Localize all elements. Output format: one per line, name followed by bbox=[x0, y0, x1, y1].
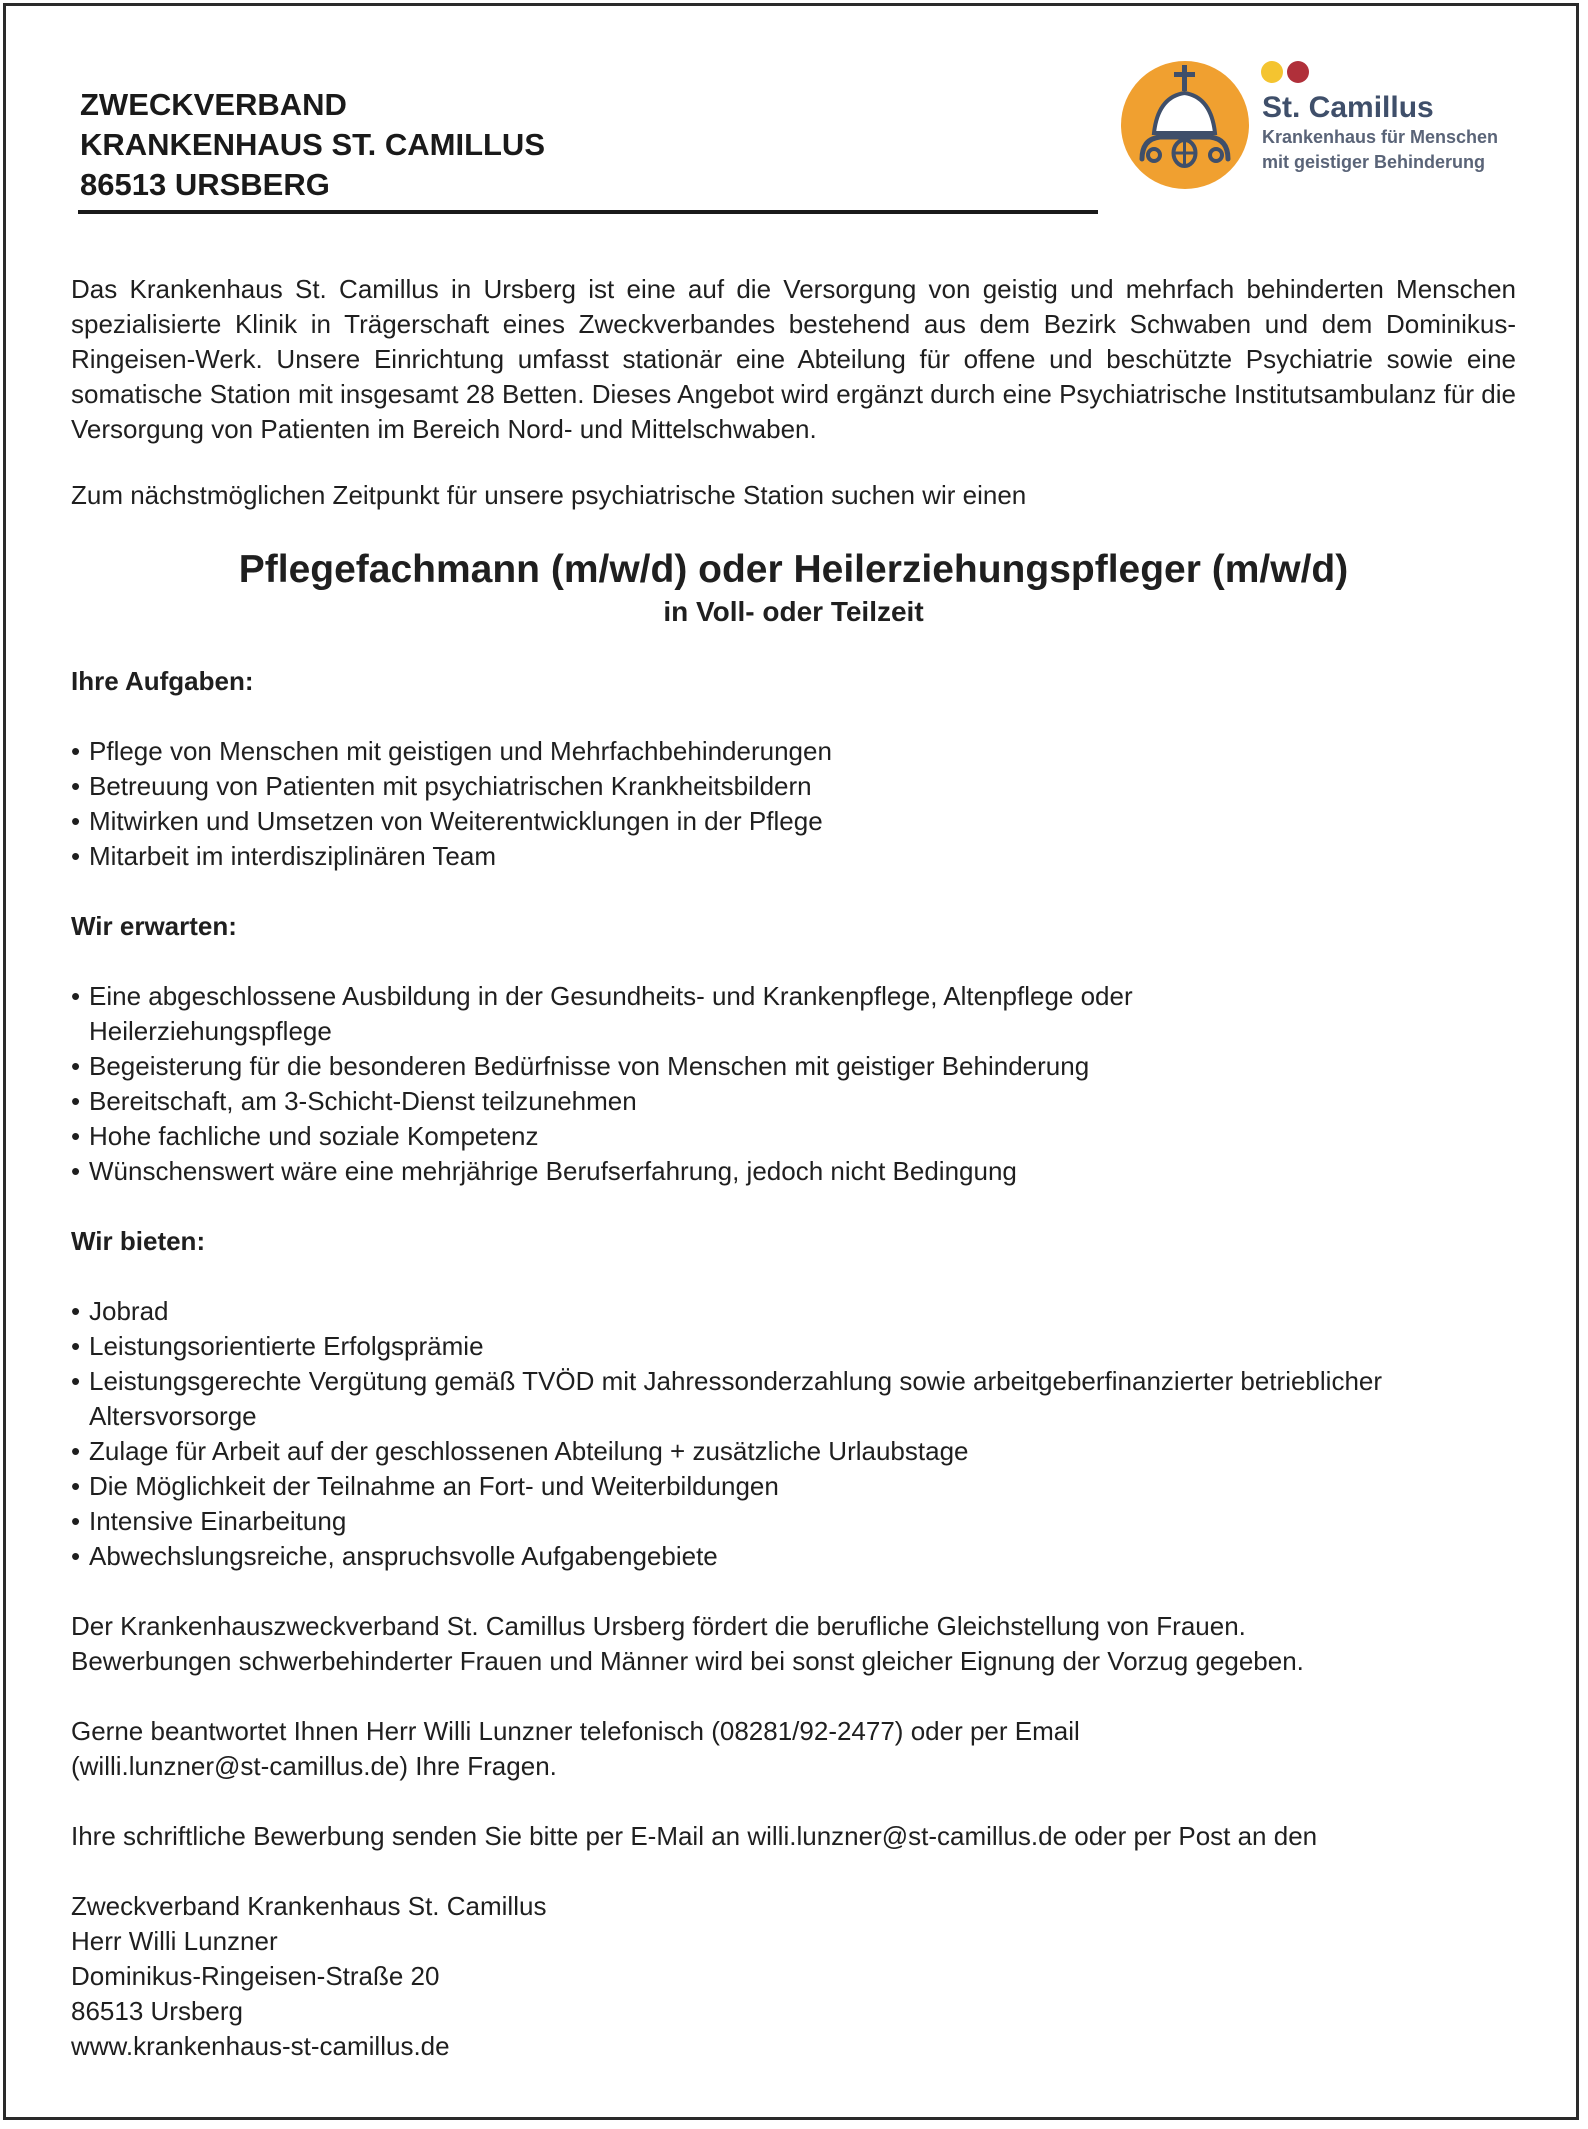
equality-line: Der Krankenhauszweckverband St. Camillus Ursberg fördert die berufliche Gleichstellung von Frauen. bbox=[71, 1611, 1246, 1641]
org-line: KRANKENHAUS ST. CAMILLUS bbox=[80, 127, 545, 162]
address-line: 86513 Ursberg bbox=[71, 1996, 243, 2026]
org-line: 86513 URSBERG bbox=[80, 167, 330, 202]
application-instructions: Ihre schriftliche Bewerbung senden Sie bitte per E-Mail an willi.lunzner@st-camillus.de oder per Post an den bbox=[71, 1821, 1318, 1851]
list-item: • Eine abgeschlossene Ausbildung in der Gesundheits- und Krankenpflege, Altenpflege oder Heilerziehungspflege bbox=[71, 979, 1331, 1049]
list-item: • Zulage für Arbeit auf der geschlossenen Abteilung + zusätzliche Urlaubstage bbox=[71, 1434, 1431, 1469]
list-item: • Hohe fachliche und soziale Kompetenz bbox=[71, 1119, 1331, 1154]
expectations-list bbox=[71, 979, 1331, 1189]
list-item: • Wünschenswert wäre eine mehrjährige Berufserfahrung, jedoch nicht Bedingung bbox=[71, 1154, 1331, 1189]
list-item: • Begeisterung für die besonderen Bedürfnisse von Menschen mit geistiger Behinderung bbox=[71, 1049, 1331, 1084]
header-divider bbox=[78, 210, 1098, 214]
equality-statement bbox=[71, 1609, 1516, 1679]
offers-list bbox=[71, 1294, 1431, 1574]
contact-line: (willi.lunzner@st-camillus.de) Ihre Fragen. bbox=[71, 1751, 557, 1781]
list-item: • Jobrad bbox=[71, 1294, 1431, 1329]
list-item: • Abwechslungsreiche, anspruchsvolle Aufgabengebiete bbox=[71, 1539, 1431, 1574]
st-camillus-logo bbox=[1120, 55, 1500, 195]
section-heading-expectations: Wir erwarten: bbox=[71, 911, 237, 941]
list-item: • Mitarbeit im interdisziplinären Team bbox=[71, 839, 1516, 874]
job-subtitle: in Voll- oder Teilzeit bbox=[663, 596, 924, 627]
list-item: • Leistungsgerechte Vergütung gemäß TVÖD mit Jahressonderzahlung sowie arbeitgeberfinanzierter betrieblicher Altersvorsorge bbox=[71, 1364, 1431, 1434]
address-line: Herr Willi Lunzner bbox=[71, 1926, 278, 1956]
contact-line: Gerne beantwortet Ihnen Herr Willi Lunzner telefonisch (08281/92-2477) oder per Email bbox=[71, 1716, 1080, 1746]
section-heading-tasks: Ihre Aufgaben: bbox=[71, 666, 254, 696]
list-item: • Die Möglichkeit der Teilnahme an Fort- und Weiterbildungen bbox=[71, 1469, 1431, 1504]
tasks-list bbox=[71, 734, 1516, 874]
section-heading-offers: Wir bieten: bbox=[71, 1226, 206, 1256]
address-line: Zweckverband Krankenhaus St. Camillus bbox=[71, 1891, 547, 1921]
website-link[interactable]: www.krankenhaus-st-camillus.de bbox=[71, 2031, 450, 2061]
intro-paragraph: Das Krankenhaus St. Camillus in Ursberg ist eine auf die Versorgung von geistig und mehrfach behinderten Menschen spezialisierte Klinik in Trägerschaft eines Zweckverbandes bestehend aus dem Bezirk Schwaben und dem Dominikus-Ringeisen-Werk. Unsere Einrichtung umfasst stationär eine Abteilung für offene und beschützte Psychiatrie sowie eine somatische Station mit insgesamt 28 Betten. Dieses Angebot wird ergänzt durch eine Psychiatrische Institutsambulanz für die Versorgung von Patienten im Bereich Nord- und Mittelschwaben. bbox=[71, 274, 1516, 444]
org-header bbox=[80, 85, 545, 205]
logo-dots-icon bbox=[1260, 57, 1320, 87]
list-item: • Betreuung von Patienten mit psychiatrischen Krankheitsbildern bbox=[71, 769, 1516, 804]
list-item: • Intensive Einarbeitung bbox=[71, 1504, 1431, 1539]
list-item: • Mitwirken und Umsetzen von Weiterentwicklungen in der Pflege bbox=[71, 804, 1516, 839]
logo-subtitle: mit geistiger Behinderung bbox=[1262, 152, 1486, 172]
job-ad-body bbox=[71, 272, 1516, 2064]
church-dome-icon bbox=[1120, 55, 1260, 195]
list-item: • Pflege von Menschen mit geistigen und Mehrfachbehinderungen bbox=[71, 734, 1516, 769]
equality-line: Bewerbungen schwerbehinderter Frauen und Männer wird bei sonst gleicher Eignung der Vorzug gegeben. bbox=[71, 1646, 1304, 1676]
contact-info bbox=[71, 1714, 1516, 1784]
address-line: Dominikus-Ringeisen-Straße 20 bbox=[71, 1961, 440, 1991]
org-line: ZWECKVERBAND bbox=[80, 87, 347, 122]
postal-address bbox=[71, 1889, 1516, 2064]
list-item: • Bereitschaft, am 3-Schicht-Dienst teilzunehmen bbox=[71, 1084, 1331, 1119]
job-title: Pflegefachmann (m/w/d) oder Heilerziehungspfleger (m/w/d) bbox=[238, 548, 1349, 591]
logo-subtitle: Krankenhaus für Menschen bbox=[1262, 127, 1499, 147]
list-item: • Leistungsorientierte Erfolgsprämie bbox=[71, 1329, 1431, 1364]
lead-sentence: Zum nächstmöglichen Zeitpunkt für unsere psychiatrische Station suchen wir einen bbox=[71, 480, 1027, 510]
logo-name: St. Camillus bbox=[1262, 91, 1434, 124]
